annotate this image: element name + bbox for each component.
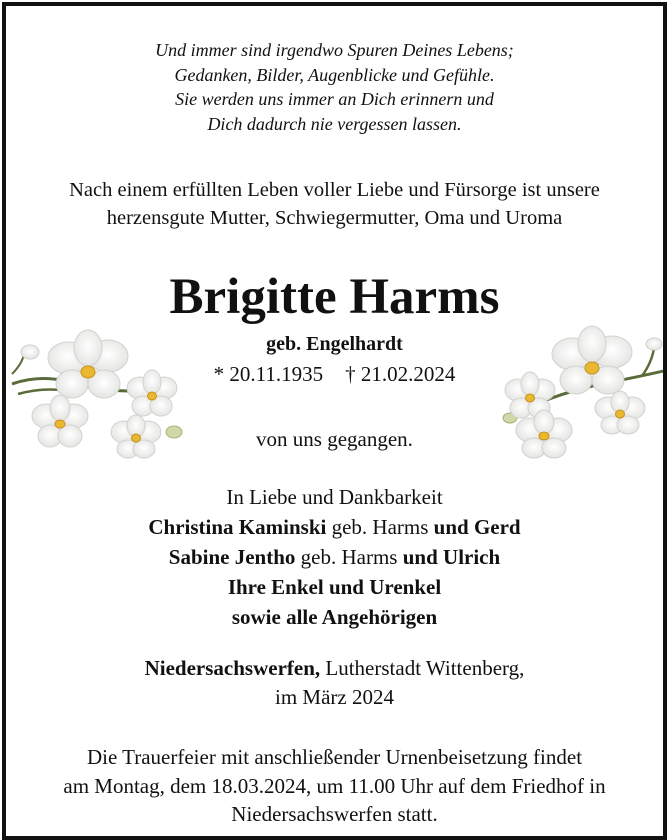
poem-line: Und immer sind irgendwo Spuren Deines Lebens; [155, 40, 514, 60]
mourners [6, 482, 663, 632]
birth-name: geb. Engelhardt [266, 333, 403, 355]
obituary-notice [2, 2, 667, 840]
mourner-name: Sabine Jentho [168, 545, 296, 569]
death-date: † 21.02.2024 [345, 362, 456, 386]
place-date [6, 654, 663, 711]
mourners-intro: In Liebe und Dankbarkeit [226, 485, 443, 509]
intro-text [6, 176, 663, 232]
funeral-line: Niedersachswerfen statt. [231, 802, 438, 826]
funeral-line: Die Trauerfeier mit anschließender Urnenbeisetzung findet [86, 745, 583, 769]
mourner-line: sowie alle Angehörigen [231, 605, 438, 629]
mourner-maiden: geb. Harms [295, 545, 403, 569]
place-primary: Niedersachswerfen, [144, 656, 321, 680]
mourner-partner: und Gerd [433, 515, 521, 539]
life-dates [6, 360, 663, 388]
funeral-info [6, 743, 663, 829]
poem-line: Sie werden uns immer an Dich erinnern und [175, 89, 494, 109]
place-secondary: Lutherstadt Wittenberg, [320, 656, 525, 680]
intro-line: herzensgute Mutter, Schwiegermutter, Oma und Uroma [106, 207, 563, 229]
deceased-name: Brigitte Harms [169, 269, 500, 325]
poem [6, 38, 663, 136]
notice-date: im März 2024 [275, 684, 394, 709]
poem-line: Dich dadurch nie vergessen lassen. [207, 113, 462, 134]
poem-line: Gedanken, Bilder, Augenblicke und Gefühle. [174, 64, 495, 85]
passed-text: von uns gegangen. [256, 427, 413, 451]
mourner-line [6, 542, 663, 572]
mourner-maiden: geb. Harms [326, 515, 434, 539]
mourner-line [6, 512, 663, 542]
intro-line: Nach einem erfüllten Leben voller Liebe und Fürsorge ist unsere [69, 179, 600, 201]
birth-date: * 20.11.1935 [213, 362, 324, 386]
mourner-name: Christina Kaminski [148, 515, 327, 539]
mourner-partner: und Ulrich [402, 545, 501, 569]
mourner-line: Ihre Enkel und Urenkel [227, 575, 442, 599]
funeral-line: am Montag, dem 18.03.2024, um 11.00 Uhr auf dem Friedhof in [63, 773, 606, 798]
